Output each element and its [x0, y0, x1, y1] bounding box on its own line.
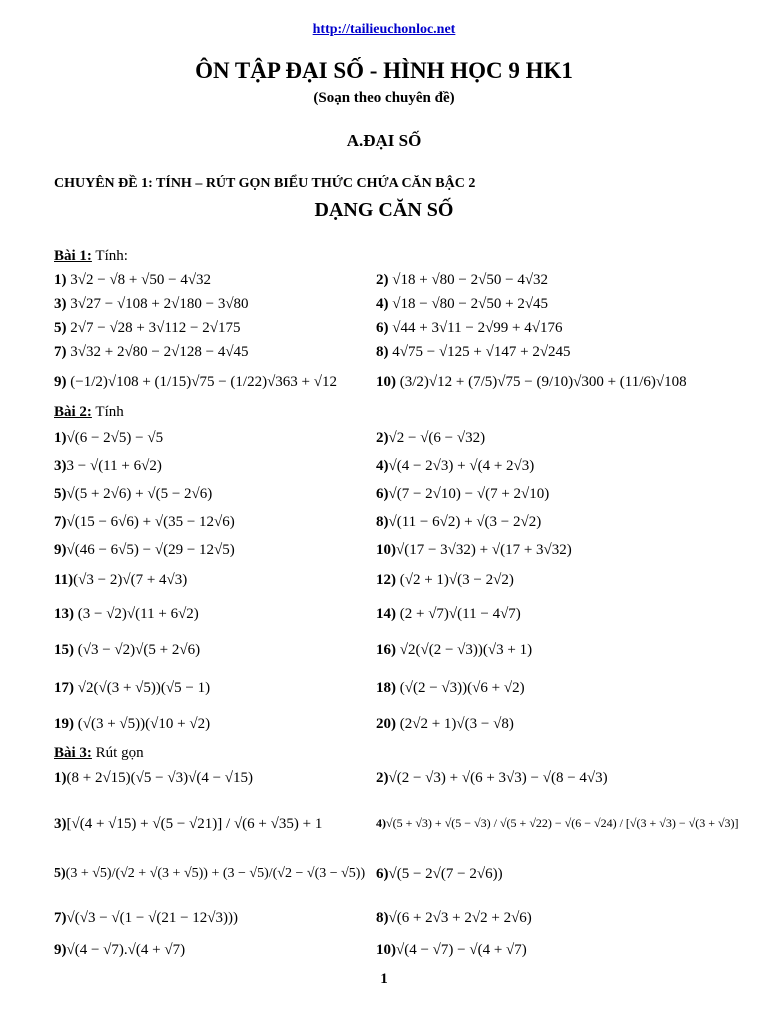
page-subtitle: (Soạn theo chuyên đề): [313, 90, 455, 106]
exercise-item: 6)√(5 − 2√(7 − 2√6)): [376, 866, 503, 882]
exercise-item: 3) 3√27 − √108 + 2√180 − 3√80: [54, 296, 249, 312]
exercise-item: 4) √18 − √80 − 2√50 + 2√45: [376, 296, 549, 312]
exercise-item: 2) √18 + √80 − 2√50 − 4√32: [376, 272, 549, 288]
exercise-item: 3)[√(4 + √15) + √(5 − √21)] / √(6 + √35) + 1: [54, 816, 323, 832]
exercise-item: 4)√(5 + √3) + √(5 − √3) / √(5 + √22) − √(6 − √24) / [√(3 + √3) − √(3 + √3)]: [376, 816, 739, 830]
exercise-item: 7)√(√3 − √(1 − √(21 − 12√3))): [54, 910, 239, 926]
exercise-item: 5) 2√7 − √28 + 3√112 − 2√175: [54, 320, 241, 336]
form-heading: DẠNG CĂN SỐ: [314, 199, 454, 221]
exercise-item: 4)√(4 − 2√3) + √(4 + 2√3): [376, 458, 535, 474]
exercise-item: 2)√2 − √(6 − √32): [376, 430, 486, 446]
exercise-item: 10)√(17 − 3√32) + √(17 + 3√32): [376, 542, 572, 558]
exercise-item: 18) (√(2 − √3))(√6 + √2): [376, 680, 525, 696]
exercise-item: 6)√(7 − 2√10) − √(7 + 2√10): [376, 486, 550, 502]
exercise-item: 19) (√(3 + √5))(√10 + √2): [54, 716, 211, 732]
exercise-2-heading: [54, 404, 124, 421]
exercise-item: 7) 3√32 + 2√80 − 2√128 − 4√45: [54, 344, 249, 360]
exercise-item: 8)√(6 + 2√3 + 2√2 + 2√6): [376, 910, 532, 926]
exercise-item: 9) (−1/2)√108 + (1/15)√75 − (1/22)√363 + √12: [54, 374, 337, 390]
exercise-item: 5)√(5 + 2√6) + √(5 − 2√6): [54, 486, 213, 502]
source-url[interactable]: http://tailieuchonloc.net: [312, 22, 456, 37]
exercise-item: 15) (√3 − √2)√(5 + 2√6): [54, 642, 201, 658]
exercise-label: Bài 1:: [54, 248, 92, 264]
exercise-item: 8) 4√75 − √125 + √147 + 2√245: [376, 344, 571, 360]
section-heading: A.ĐẠI SỐ: [346, 131, 422, 150]
exercise-item: 1)(8 + 2√15)(√5 − √3)√(4 − √15): [54, 770, 254, 786]
exercise-item: 8)√(11 − 6√2) + √(3 − 2√2): [376, 514, 542, 530]
page-number: 1: [380, 971, 388, 987]
exercise-item: 10) (3/2)√12 + (7/5)√75 − (9/10)√300 + (11/6)√108: [376, 374, 687, 390]
exercise-3-heading: [54, 745, 144, 762]
exercise-item: 11)(√3 − 2)√(7 + 4√3): [54, 572, 188, 588]
exercise-label: Bài 3:: [54, 745, 92, 761]
exercise-item: 17) √2(√(3 + √5))(√5 − 1): [54, 680, 211, 696]
exercise-task: Tính:: [91, 248, 128, 264]
exercise-item: 20) (2√2 + 1)√(3 − √8): [376, 716, 514, 732]
exercise-item: 2)√(2 − √3) + √(6 + 3√3) − √(8 − 4√3): [376, 770, 608, 786]
exercise-item: 5)(3 + √5)/(√2 + √(3 + √5)) + (3 − √5)/(√2 − √(3 − √5)): [54, 866, 366, 881]
exercise-item: 13) (3 − √2)√(11 + 6√2): [54, 606, 199, 622]
page-title: ÔN TẬP ĐẠI SỐ - HÌNH HỌC 9 HK1: [195, 58, 573, 83]
topic-heading: CHUYÊN ĐỀ 1: TÍNH – RÚT GỌN BIỂU THỨC CHỨA CĂN BẬC 2: [54, 176, 476, 191]
exercise-item: 1) 3√2 − √8 + √50 − 4√32: [54, 272, 212, 288]
exercise-item: 3)3 − √(11 + 6√2): [54, 458, 162, 474]
exercise-item: 10)√(4 − √7) − √(4 + √7): [376, 942, 527, 958]
exercise-item: 16) √2(√(2 − √3))(√3 + 1): [376, 642, 533, 658]
exercise-label: Bài 2:: [54, 404, 92, 420]
exercise-task: Rút gọn: [91, 745, 144, 761]
exercise-item: 7)√(15 − 6√6) + √(35 − 12√6): [54, 514, 235, 530]
exercise-item: 14) (2 + √7)√(11 − 4√7): [376, 606, 521, 622]
exercise-item: 6) √44 + 3√11 − 2√99 + 4√176: [376, 320, 563, 336]
exercise-item: 9)√(4 − √7).√(4 + √7): [54, 942, 186, 958]
exercise-task: Tính: [91, 404, 124, 420]
exercise-item: 1)√(6 − 2√5) − √5: [54, 430, 164, 446]
exercise-item: 12) (√2 + 1)√(3 − 2√2): [376, 572, 514, 588]
exercise-item: 9)√(46 − 6√5) − √(29 − 12√5): [54, 542, 235, 558]
exercise-1-heading: [54, 248, 128, 265]
